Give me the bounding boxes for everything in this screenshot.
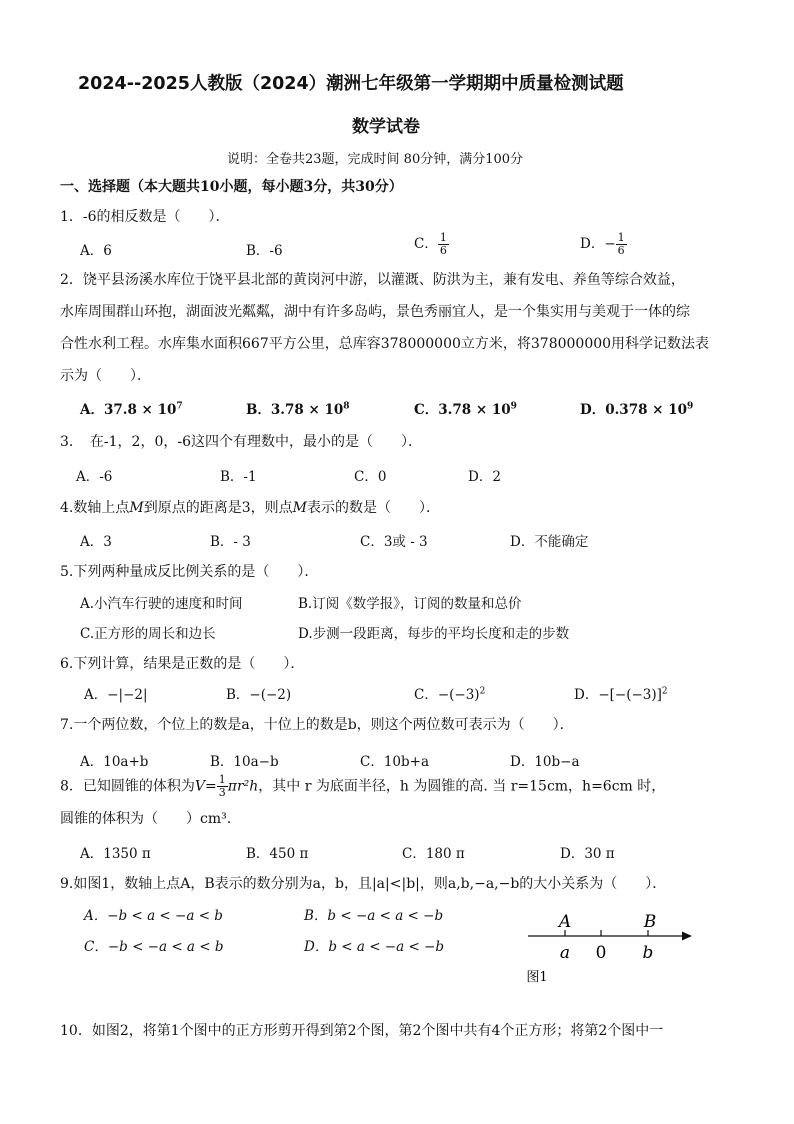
q1-option-d bbox=[580, 232, 627, 257]
exam-note: 说明：全卷共23题，完成时间 80分钟，满分100分 bbox=[227, 152, 524, 167]
q3-option-c: C．0 bbox=[354, 469, 387, 485]
q9-option-b: B．b < −a < a < −b bbox=[304, 908, 444, 924]
q7-option-b: B．10a−b bbox=[210, 754, 279, 770]
q2-option-b-text: B．3.78 × 10 bbox=[246, 402, 344, 418]
q8-option-b: B．450 π bbox=[246, 846, 309, 862]
q1-option-b: B．-6 bbox=[246, 243, 283, 259]
q1-c-denominator: 6 bbox=[439, 244, 447, 257]
value-label-a: a bbox=[559, 943, 571, 963]
question-10-line-1: 10．如图2，将第1个图中的正方形剪开得到第2个图，第2个图中共有4个正方形；将第2个图中一 bbox=[60, 1023, 664, 1039]
q6-option-c-text: C．−(−3) bbox=[414, 687, 480, 703]
q6-option-d bbox=[574, 683, 668, 703]
point-label-A: A bbox=[558, 912, 572, 932]
q8-formula: πr²h bbox=[227, 778, 259, 795]
q6-option-c-exp: 2 bbox=[479, 686, 486, 697]
q9-option-d: D．b < a < −a < −b bbox=[304, 939, 445, 955]
q7-option-a: A．10a+b bbox=[80, 754, 149, 770]
q1-option-c-fraction bbox=[438, 232, 449, 257]
q4-option-c: C．3或 - 3 bbox=[360, 534, 428, 550]
q2-option-c-exp: 9 bbox=[510, 401, 517, 412]
question-5-stem: 5.下列两种量成反比例关系的是（ ）． bbox=[60, 564, 319, 580]
q5-option-d: D.步测一段距离，每步的平均长度和走的步数 bbox=[298, 626, 570, 642]
q1-option-c bbox=[414, 232, 449, 257]
q2-option-a-text: A．37.8 × 10 bbox=[80, 402, 177, 418]
q7-option-c: C．10b+a bbox=[360, 754, 430, 770]
q1-option-a: A．6 bbox=[80, 243, 112, 259]
q2-option-d bbox=[580, 398, 693, 418]
q2-option-c-text: C．3.78 × 10 bbox=[414, 402, 511, 418]
q4-stem-part-c: 表示的数是（ ）． bbox=[306, 500, 440, 516]
section-heading: 一、选择题（本大题共10小题，每小题3分，共30分） bbox=[60, 179, 403, 195]
figure-1-number-line bbox=[520, 906, 700, 986]
q9-option-a: A．−b < a < −a < b bbox=[84, 908, 223, 924]
question-2-line-4: 示为（ ）． bbox=[60, 368, 151, 384]
q8-option-a: A．1350 π bbox=[80, 846, 151, 862]
q2-option-c bbox=[414, 398, 517, 418]
q1-d-denominator: 6 bbox=[617, 244, 625, 257]
q4-stem-part-a: 4.数轴上点 bbox=[60, 500, 130, 516]
q8-option-d: D．30 π bbox=[560, 846, 615, 862]
q4-option-d: D．不能确定 bbox=[510, 534, 589, 550]
q8-stem-part-b: ，其中 r 为底面半径，h 为圆锥的高. 当 r=15cm，h=6cm 时， bbox=[258, 778, 666, 795]
q3-option-b: B．-1 bbox=[220, 469, 257, 485]
value-label-b: b bbox=[642, 943, 654, 963]
figure-1-caption: 图1 bbox=[526, 970, 548, 985]
q8-fraction bbox=[217, 774, 228, 799]
q2-option-b-exp: 8 bbox=[343, 401, 350, 412]
q5-option-a: A.小汽车行驶的速度和时间 bbox=[80, 596, 243, 612]
q3-option-d: D．2 bbox=[468, 469, 501, 485]
q1-option-d-prefix: D．− bbox=[580, 236, 616, 252]
q4-stem-part-b: 到原点的距离是3，则点 bbox=[143, 500, 293, 516]
value-label-0: 0 bbox=[595, 943, 607, 963]
q6-option-b: B．−(−2) bbox=[226, 687, 292, 703]
question-8-line-2: 圆锥的体积为（ ）cm³. bbox=[60, 811, 232, 827]
q7-option-d: D．10b−a bbox=[510, 754, 580, 770]
q8-option-c: C．180 π bbox=[402, 846, 465, 862]
question-9-stem: 9.如图1，数轴上点A，B表示的数分别为a，b，且|a|<|b|，则a,b,−a,−b的大小关系为（ ）． bbox=[60, 876, 667, 892]
q6-option-d-text: D．−[−(−3)] bbox=[574, 687, 662, 703]
q2-option-d-exp: 9 bbox=[686, 401, 694, 412]
question-6-stem: 6.下列计算，结果是正数的是（ ）． bbox=[60, 656, 305, 672]
question-1-stem: 1．-6的相反数是（ ）． bbox=[60, 209, 230, 225]
question-2-line-1: 2．饶平县汤溪水库位于饶平县北部的黄岗河中游，以灌溉、防洪为主，兼有发电、养鱼等综合效益， bbox=[60, 272, 685, 288]
question-3-stem: 3． 在-1，2，0，-6这四个有理数中，最小的是（ ）． bbox=[60, 434, 422, 450]
page-subtitle: 数学试卷 bbox=[352, 117, 420, 137]
q6-option-c bbox=[414, 683, 485, 703]
q2-option-b bbox=[246, 398, 350, 418]
q5-option-c: C.正方形的周长和边长 bbox=[80, 626, 216, 642]
q1-c-numerator: 1 bbox=[439, 231, 447, 244]
question-7-stem: 7.一个两位数，个位上的数是a，十位上的数是b，则这个两位数可表示为（ ）． bbox=[60, 717, 574, 733]
question-2-line-3: 合性水利工程。水库集水面积667平方公里，总库容378000000立方米，将378000000用科学记数法表 bbox=[60, 336, 710, 352]
q4-var-m-1: M bbox=[129, 500, 144, 516]
q8-volume-var: V= bbox=[194, 778, 217, 795]
q2-option-d-text: D．0.378 × 10 bbox=[580, 402, 687, 418]
q3-option-a: A．-6 bbox=[76, 469, 113, 485]
q1-option-d-fraction bbox=[616, 232, 627, 257]
q9-option-c: C．−b < −a < a < b bbox=[84, 939, 224, 955]
q6-option-a: A．−|−2| bbox=[84, 687, 148, 703]
q1-d-numerator: 1 bbox=[617, 231, 625, 244]
q2-option-a bbox=[80, 398, 183, 418]
q8-stem-part-a: 8．已知圆锥的体积为 bbox=[60, 778, 195, 795]
q6-option-d-exp: 2 bbox=[661, 686, 668, 697]
question-8-line-1 bbox=[60, 774, 665, 799]
point-label-B: B bbox=[643, 912, 657, 932]
q1-option-c-prefix: C． bbox=[414, 236, 438, 252]
number-line-arrow-icon bbox=[682, 932, 692, 941]
q8-denominator: 3 bbox=[218, 786, 226, 799]
q4-option-a: A．3 bbox=[80, 534, 112, 550]
q5-option-b: B.订阅《数学报》，订阅的数量和总价 bbox=[298, 596, 522, 612]
page-title: 2024--2025人教版（2024）潮洲七年级第一学期期中质量检测试题 bbox=[78, 74, 624, 94]
q8-numerator: 1 bbox=[218, 773, 226, 786]
question-2-line-2: 水库周围群山环抱，湖面波光粼粼，湖中有许多岛屿，景色秀丽宜人，是一个集实用与美观于一体的综 bbox=[60, 304, 690, 320]
q2-option-a-exp: 7 bbox=[176, 401, 183, 412]
q4-option-b: B．- 3 bbox=[210, 534, 251, 550]
q4-var-m-2: M bbox=[292, 500, 307, 516]
question-4-stem bbox=[60, 497, 440, 517]
